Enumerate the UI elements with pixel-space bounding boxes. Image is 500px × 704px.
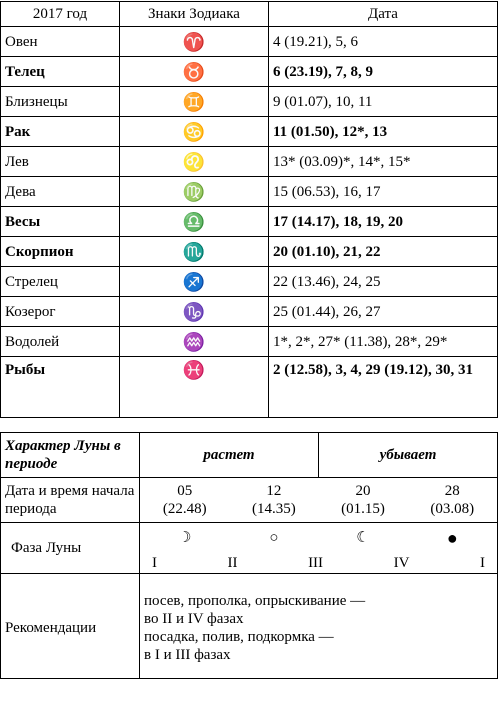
zodiac-dates: 17 (14.17), 18, 19, 20 [269,207,498,237]
zodiac-sign-icon: ♋ [120,117,269,147]
zodiac-sign-icon: ♈ [120,27,269,57]
roman-4: IV [393,555,410,571]
zodiac-sign-icon: ♐ [120,267,269,297]
zodiac-name: Овен [1,27,120,57]
phase-row [1,523,498,554]
phase-full-moon-icon: ○ [229,523,318,554]
moon-waning: убывает [318,433,497,478]
zodiac-row [1,237,498,267]
zodiac-sign-icon: ♒ [120,327,269,357]
zodiac-row [1,117,498,147]
zodiac-name: Скорпион [1,237,120,267]
zodiac-sign-icon: ♉ [120,57,269,87]
roman-2: II [227,555,238,571]
zodiac-sign-icon: ♍ [120,177,269,207]
zodiac-header-row [1,2,498,27]
zodiac-sign-icon: ♊ [120,87,269,117]
recommendations-label: Рекомендации [1,574,140,679]
zodiac-dates: 11 (01.50), 12*, 13 [269,117,498,147]
zodiac-dates: 4 (19.21), 5, 6 [269,27,498,57]
phase-new-moon-icon: ● [408,523,498,554]
zodiac-row [1,57,498,87]
zodiac-row [1,207,498,237]
zodiac-row [1,327,498,357]
zodiac-dates: 20 (01.10), 21, 22 [269,237,498,267]
moon-growing: растет [140,433,319,478]
recommendations-row [1,574,498,679]
zodiac-name: Рак [1,117,120,147]
roman-5: I [479,555,485,571]
period-row [1,478,498,523]
zodiac-dates: 1*, 2*, 27* (11.38), 28*, 29* [269,327,498,357]
zodiac-dates: 22 (13.46), 24, 25 [269,267,498,297]
zodiac-name: Телец [1,57,120,87]
zodiac-dates: 9 (01.07), 10, 11 [269,87,498,117]
zodiac-dates: 15 (06.53), 16, 17 [269,177,498,207]
zodiac-sign-icon: ♑ [120,297,269,327]
period-label: Дата и время начала периода [1,478,140,523]
zodiac-dates: 25 (01.44), 26, 27 [269,297,498,327]
zodiac-name: Козерог [1,297,120,327]
header-sign: Знаки Зодиака [120,2,269,27]
zodiac-row [1,147,498,177]
zodiac-dates: 6 (23.19), 7, 8, 9 [269,57,498,87]
roman-phases [140,554,497,572]
zodiac-sign-icon: ♎ [120,207,269,237]
zodiac-name: Дева [1,177,120,207]
phase-label: Фаза Луны [1,523,140,574]
header-date: Дата [269,2,498,27]
zodiac-name: Близнецы [1,87,120,117]
zodiac-row [1,267,498,297]
phase-first-quarter-icon: ☽ [140,523,230,554]
zodiac-dates: 13* (03.09)*, 14*, 15* [269,147,498,177]
zodiac-body [1,27,498,418]
zodiac-name: Лев [1,147,120,177]
zodiac-row [1,87,498,117]
roman-1: I [152,555,157,571]
recommendations-text: посев, прополка, опрыскивание — во II и IV фазах посадка, полив, подкормка — в I и III фазах [140,574,498,679]
period-1: 05 (22.48) [140,478,230,523]
zodiac-name: Стрелец [1,267,120,297]
zodiac-name: Рыбы [1,357,120,418]
roman-3: III [308,555,324,571]
zodiac-sign-icon: ♌ [120,147,269,177]
zodiac-table [0,1,498,418]
zodiac-name: Водолей [1,327,120,357]
header-year: 2017 год [1,2,120,27]
zodiac-dates: 2 (12.58), 3, 4, 29 (19.12), 30, 31 [269,357,498,418]
phase-last-quarter-icon: ☾ [318,523,407,554]
zodiac-name: Весы [1,207,120,237]
moon-table [0,432,498,679]
moon-character-label: Характер Луны в периоде [1,433,140,478]
zodiac-row [1,357,498,418]
period-2: 12 (14.35) [229,478,318,523]
period-3: 20 (01.15) [318,478,407,523]
zodiac-sign-icon: ♓ [120,357,269,418]
zodiac-row [1,297,498,327]
zodiac-sign-icon: ♏ [120,237,269,267]
zodiac-row [1,27,498,57]
moon-header-row [1,433,498,478]
period-4: 28 (03.08) [408,478,498,523]
zodiac-row [1,177,498,207]
